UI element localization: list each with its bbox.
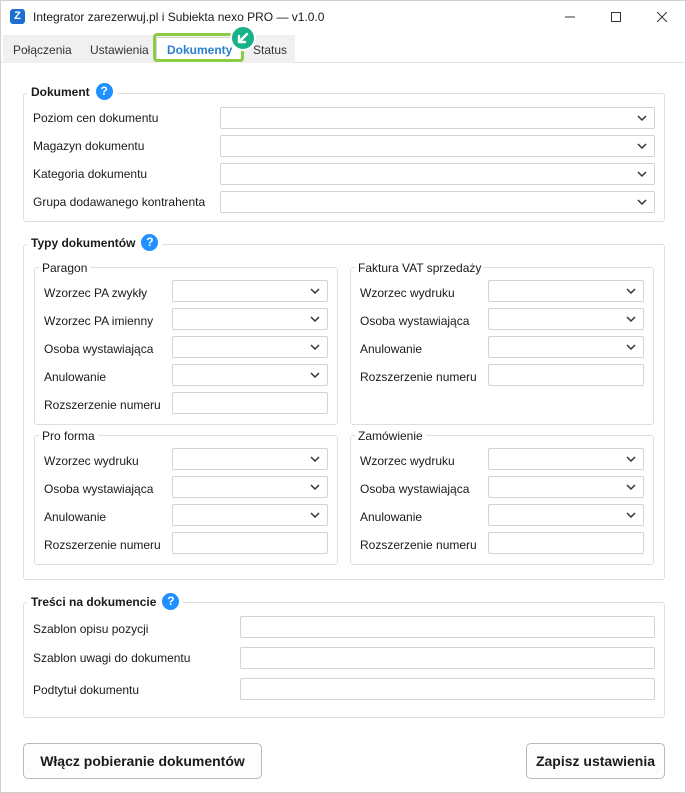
proforma-osoba-select[interactable] xyxy=(172,476,328,498)
field-label: Poziom cen dokumentu xyxy=(33,111,159,125)
chevron-down-icon xyxy=(625,341,637,353)
field-label: Wzorzec wydruku xyxy=(360,454,455,468)
field-label: Osoba wystawiająca xyxy=(360,314,470,328)
field-label: Rozszerzenie numeru xyxy=(44,398,161,412)
maximize-icon xyxy=(611,12,621,22)
group-typy-label: Typy dokumentów xyxy=(31,235,136,250)
minimize-icon xyxy=(565,12,575,22)
field-label: Anulowanie xyxy=(44,510,107,524)
field-label: Anulowanie xyxy=(360,510,423,524)
zamowienie-anulowanie-select[interactable] xyxy=(488,504,644,526)
field-label: Magazyn dokumentu xyxy=(33,139,145,153)
help-icon[interactable]: ? xyxy=(96,83,113,100)
field-label: Anulowanie xyxy=(44,370,107,384)
chevron-down-icon xyxy=(636,168,648,180)
field-label: Wzorzec PA imienny xyxy=(44,314,154,328)
poziom-cen-select[interactable] xyxy=(220,107,655,129)
field-label: Wzorzec wydruku xyxy=(360,286,455,300)
faktura-osoba-select[interactable] xyxy=(488,308,644,330)
paragon-wzorzec-imienny-select[interactable] xyxy=(172,308,328,330)
minimize-button[interactable] xyxy=(547,1,593,33)
field-label: Wzorzec PA zwykły xyxy=(44,286,148,300)
tab-polaczenia[interactable]: Połączenia xyxy=(13,43,72,57)
maximize-button[interactable] xyxy=(593,1,639,33)
chevron-down-icon xyxy=(625,313,637,325)
group-dokument-label: Dokument xyxy=(31,84,90,99)
chevron-down-icon xyxy=(636,112,648,124)
tab-status[interactable]: Status xyxy=(253,43,288,57)
close-icon xyxy=(657,12,667,22)
field-label: Anulowanie xyxy=(360,342,423,356)
field-label: Osoba wystawiająca xyxy=(360,482,470,496)
subgroup-faktura-title: Faktura VAT sprzedaży xyxy=(355,261,484,275)
chevron-down-icon xyxy=(309,453,321,465)
field-label: Kategoria dokumentu xyxy=(33,167,148,181)
chevron-down-icon xyxy=(309,313,321,325)
chevron-down-icon xyxy=(625,509,637,521)
enable-download-button[interactable]: Włącz pobieranie dokumentów xyxy=(23,743,262,779)
magazyn-select[interactable] xyxy=(220,135,655,157)
paragon-osoba-select[interactable] xyxy=(172,336,328,358)
paragon-anulowanie-select[interactable] xyxy=(172,364,328,386)
field-label: Rozszerzenie numeru xyxy=(44,538,161,552)
help-icon[interactable]: ? xyxy=(162,593,179,610)
zamowienie-osoba-select[interactable] xyxy=(488,476,644,498)
field-label: Grupa dodawanego kontrahenta xyxy=(33,195,206,209)
szablon-opisu-input[interactable] xyxy=(240,616,655,638)
field-label: Szablon uwagi do dokumentu xyxy=(33,651,191,665)
subgroup-zamowienie-title: Zamówienie xyxy=(355,429,426,443)
group-tresci-label: Treści na dokumencie xyxy=(31,594,157,609)
group-dokument-title xyxy=(27,83,117,100)
paragon-rozszerzenie-input[interactable] xyxy=(172,392,328,414)
chevron-down-icon xyxy=(309,285,321,297)
close-button[interactable] xyxy=(639,1,685,33)
subgroup-paragon-title: Paragon xyxy=(39,261,90,275)
cursor-arrow-icon xyxy=(230,25,256,51)
tab-ustawienia[interactable]: Ustawienia xyxy=(90,43,149,57)
chevron-down-icon xyxy=(309,341,321,353)
chevron-down-icon xyxy=(636,140,648,152)
window-title: Integrator zarezerwuj.pl i Subiekta nexo PRO — v1.0.0 xyxy=(33,10,325,24)
field-label: Rozszerzenie numeru xyxy=(360,538,477,552)
chevron-down-icon xyxy=(636,196,648,208)
chevron-down-icon xyxy=(625,453,637,465)
proforma-rozszerzenie-input[interactable] xyxy=(172,532,328,554)
save-settings-button[interactable]: Zapisz ustawienia xyxy=(526,743,665,779)
kategoria-select[interactable] xyxy=(220,163,655,185)
chevron-down-icon xyxy=(309,369,321,381)
app-logo-icon: Z xyxy=(10,9,25,24)
tab-dokumenty[interactable]: Dokumenty xyxy=(167,43,233,57)
podtytul-input[interactable] xyxy=(240,678,655,700)
chevron-down-icon xyxy=(309,509,321,521)
faktura-anulowanie-select[interactable] xyxy=(488,336,644,358)
help-icon[interactable]: ? xyxy=(141,234,158,251)
group-typy-title xyxy=(27,234,162,251)
field-label: Wzorzec wydruku xyxy=(44,454,139,468)
subgroup-proforma-title: Pro forma xyxy=(39,429,98,443)
field-label: Szablon opisu pozycji xyxy=(33,622,149,636)
grupa-kontrahenta-select[interactable] xyxy=(220,191,655,213)
proforma-wzorzec-select[interactable] xyxy=(172,448,328,470)
paragon-wzorzec-zwykly-select[interactable] xyxy=(172,280,328,302)
zamowienie-wzorzec-select[interactable] xyxy=(488,448,644,470)
proforma-anulowanie-select[interactable] xyxy=(172,504,328,526)
faktura-rozszerzenie-input[interactable] xyxy=(488,364,644,386)
title-bar xyxy=(1,1,685,33)
zamowienie-rozszerzenie-input[interactable] xyxy=(488,532,644,554)
field-label: Podtytuł dokumentu xyxy=(33,683,140,697)
chevron-down-icon xyxy=(625,481,637,493)
chevron-down-icon xyxy=(309,481,321,493)
field-label: Osoba wystawiająca xyxy=(44,482,154,496)
field-label: Rozszerzenie numeru xyxy=(360,370,477,384)
group-tresci-title xyxy=(27,593,183,610)
faktura-wzorzec-select[interactable] xyxy=(488,280,644,302)
chevron-down-icon xyxy=(625,285,637,297)
field-label: Osoba wystawiająca xyxy=(44,342,154,356)
szablon-uwagi-input[interactable] xyxy=(240,647,655,669)
